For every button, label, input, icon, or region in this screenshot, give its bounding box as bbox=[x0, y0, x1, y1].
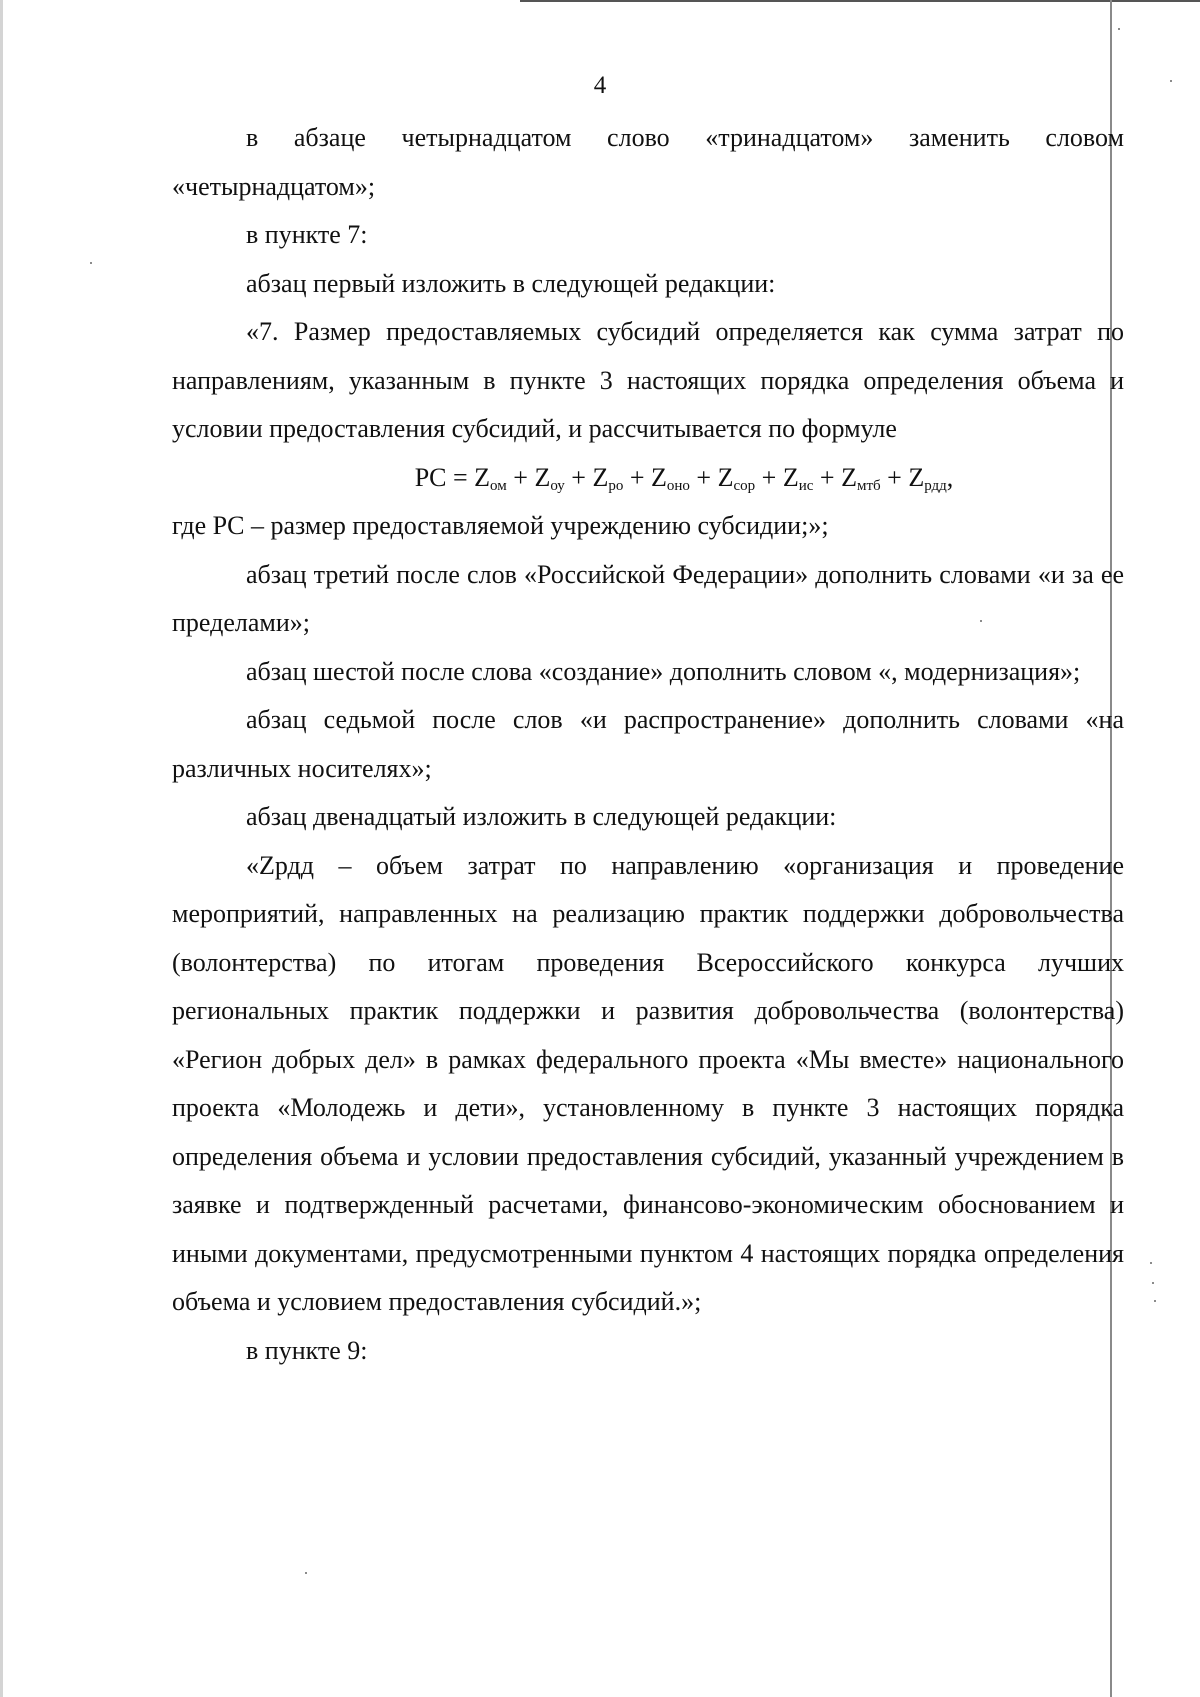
scan-speck bbox=[1154, 1300, 1156, 1302]
paragraph: абзац первый изложить в следующей редакции: bbox=[246, 268, 776, 298]
scan-speck bbox=[90, 262, 92, 264]
scan-speck bbox=[1152, 1282, 1154, 1284]
paragraph: абзац седьмой после слов «и распространение» дополнить словами «на различных носителях»; bbox=[172, 705, 1124, 783]
paragraph: «7. Размер предоставляемых субсидий определяется как сумма затрат по направлениям, указанным в пункте 3 настоящих порядка определения объема и условии предоставления субсидий, и рассчитывается по формуле bbox=[172, 317, 1124, 443]
scan-speck bbox=[1118, 28, 1120, 30]
formula bbox=[172, 454, 1124, 503]
paragraph: абзац шестой после слова «создание» дополнить словом «, модернизация»; bbox=[246, 656, 1081, 686]
formula-lhs: PC = bbox=[414, 462, 475, 492]
formula-term: $Z_{оно}$ + bbox=[651, 462, 718, 494]
document-body bbox=[172, 114, 1124, 1375]
paragraph: в абзаце четырнадцатом слово «тринадцатом» заменить словом «четырнадцатом»; bbox=[172, 123, 1124, 201]
formula-term: $Z_{мтб}$ + bbox=[841, 462, 909, 494]
scan-left-edge bbox=[0, 0, 3, 1697]
paragraph: абзац двенадцатый изложить в следующей редакции: bbox=[246, 802, 837, 831]
formula-term: $Z_{ро}$ + bbox=[592, 462, 651, 494]
paragraph: абзац третий после слов «Российской Федерации» дополнить словами «и за ее пределами»; bbox=[172, 559, 1124, 637]
paragraph: в пункте 9: bbox=[246, 1335, 368, 1365]
formula-term: $Z_{ис}$ + bbox=[782, 462, 842, 494]
formula-term: $Z_{оу}$ + bbox=[534, 462, 593, 494]
paragraph: «Zрдд – объем затрат по направлению «организация и проведение мероприятий, направленных на реализацию практик поддержки добровольчества (волонтерства) по итогам проведения Всероссийского конкурса лучших региональных практик поддержки и развития добровольчества (волонтерства) «Регион добрых дел» в рамках федерального проекта «Мы вместе» национального проекта «Молодежь и дети», установленному в пункте 3 настоящих порядка определения объема и условии предоставления субсидий, указанный учреждением в заявке и подтвержденный расчетами, финансово-экономическим обоснованием и иными документами, предусмотренными пунктом 4 настоящих порядка определения объема и условием предоставления субсидий.»; bbox=[172, 850, 1124, 1316]
page-number: 4 bbox=[593, 72, 607, 99]
scan-top-edge bbox=[520, 0, 1200, 2]
scan-speck bbox=[1150, 1262, 1152, 1264]
paragraph: где PC – размер предоставляемой учреждению субсидии;»; bbox=[172, 511, 829, 540]
formula-term: $Z_{сор}$ + bbox=[717, 462, 783, 494]
scan-speck bbox=[305, 1572, 307, 1574]
paragraph: в пункте 7: bbox=[246, 220, 368, 249]
formula-term: $Z_{рдд}$, bbox=[908, 462, 954, 494]
formula-term: $Z_{ом}$ + bbox=[474, 462, 535, 494]
